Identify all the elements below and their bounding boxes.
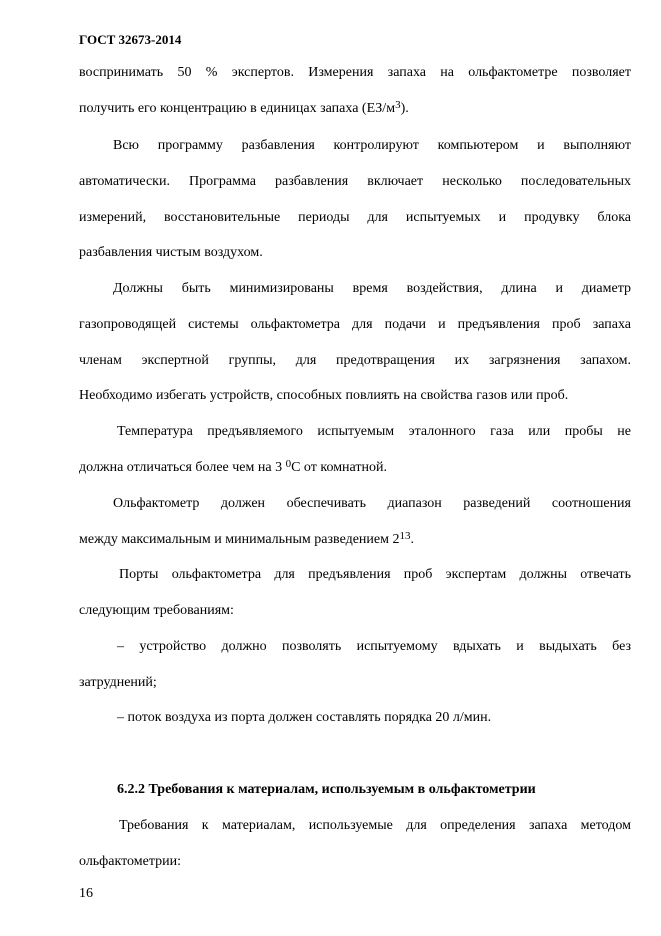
text-line [79, 459, 631, 477]
text-line-content: Всю программу разбавления контролируют компьютером и выполняют [113, 138, 631, 153]
text-line [117, 423, 631, 441]
text-line-content: Порты ольфактометра для предъявления проб экспертам должны отвечать [119, 567, 631, 582]
text-line-content: – устройство должно позволять испытуемому вдыхать и выдыхать без [117, 639, 631, 654]
text-line-content: Ольфактометр должен обеспечивать диапазон разведений соотношения [113, 496, 631, 511]
text-line-content: Необходимо избегать устройств, способных повлиять на свойства газов или проб. [79, 388, 569, 403]
text-line [79, 316, 631, 334]
text-line [79, 674, 631, 692]
text-line [79, 209, 631, 227]
text-line [79, 100, 631, 118]
text-line [79, 173, 631, 191]
text-line [119, 566, 631, 584]
page-number: 16 [79, 886, 93, 901]
text-line [113, 495, 631, 513]
text-line-content: – поток воздуха из порта должен составлять порядка 20 л/мин. [117, 710, 492, 725]
text-line-content: газопроводящей системы ольфактометра для подачи и предъявления проб запаха [79, 317, 631, 332]
text-line [79, 352, 631, 370]
text-line-content: Температура предъявляемого испытуемым эталонного газа или пробы не [117, 424, 631, 439]
text-line-content: разбавления чистым воздухом. [79, 245, 263, 260]
text-line [119, 817, 631, 835]
text-line-tail: . [410, 532, 414, 547]
text-line [79, 602, 631, 620]
text-line-content: воспринимать 50 % экспертов. Измерения запаха на ольфактометре позволяет [79, 65, 631, 80]
text-line-content: членам экспертной группы, для предотвращения их загрязнения запахом. [79, 353, 631, 368]
text-line [79, 244, 631, 262]
text-line [79, 387, 631, 405]
text-line-content: между максимальным и минимальным разведением 2 [79, 532, 400, 547]
text-line-content: 6.2.2 Требования к материалам, используемым в ольфактометрии [117, 782, 536, 797]
text-line-content: получить его концентрацию в единицах запаха (ЕЗ/м [79, 101, 396, 116]
document-header: ГОСТ 32673-2014 [79, 32, 182, 47]
text-line-content: должна отличаться более чем на 3 [79, 460, 286, 475]
text-line-content: Требования к материалам, используемые для определения запаха методом [119, 818, 631, 833]
text-line-content: следующим требованиям: [79, 603, 234, 618]
text-line-content: ольфактометрии: [79, 854, 181, 869]
text-line-tail: С от комнатной. [291, 460, 387, 475]
text-line-content: Должны быть минимизированы время воздействия, длина и диаметр [113, 281, 631, 296]
text-line [117, 638, 631, 656]
superscript: 3 [395, 99, 401, 111]
text-line [79, 853, 631, 871]
text-line-tail: ). [400, 101, 409, 116]
text-line-content: затруднений; [79, 675, 157, 690]
superscript: 0 [285, 458, 292, 470]
text-line [117, 709, 631, 727]
text-line [113, 137, 631, 155]
text-line [79, 64, 631, 82]
text-line-content: автоматически. Программа разбавления включает несколько последовательных [79, 174, 631, 189]
superscript: 13 [399, 530, 411, 542]
text-line-content: измерений, восстановительные периоды для испытуемых и продувку блока [79, 210, 631, 225]
text-line [79, 531, 631, 549]
section-heading [117, 781, 631, 799]
text-line [113, 280, 631, 298]
